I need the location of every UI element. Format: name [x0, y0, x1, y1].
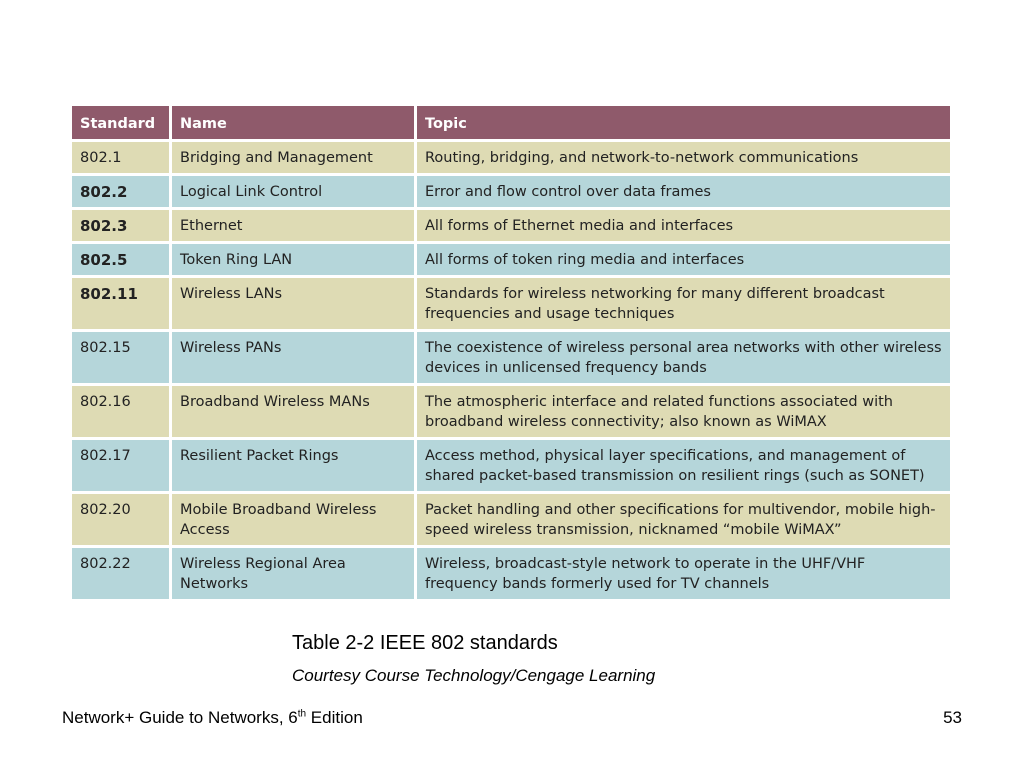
cell-name: Ethernet	[172, 210, 417, 244]
table-row	[72, 440, 950, 494]
cell-standard: 802.17	[72, 440, 172, 494]
cell-topic: Access method, physical layer specifications, and management of shared packet-based transmission on resilient rings (such as SONET)	[417, 440, 950, 494]
cell-topic: Routing, bridging, and network-to-network communications	[417, 142, 950, 176]
cell-name: Resilient Packet Rings	[172, 440, 417, 494]
table-row	[72, 494, 950, 548]
table-row	[72, 332, 950, 386]
cell-name: Logical Link Control	[172, 176, 417, 210]
table-row	[72, 278, 950, 332]
cell-standard: 802.5	[72, 244, 172, 278]
cell-topic: The coexistence of wireless personal area networks with other wireless devices in unlicensed frequency bands	[417, 332, 950, 386]
cell-topic: Wireless, broadcast-style network to operate in the UHF/VHF frequency bands formerly used for TV channels	[417, 548, 950, 602]
cell-topic: All forms of token ring media and interfaces	[417, 244, 950, 278]
cell-standard: 802.22	[72, 548, 172, 602]
cell-name: Mobile Broadband Wireless Access	[172, 494, 417, 548]
header-standard: Standard	[72, 106, 172, 142]
cell-standard: 802.20	[72, 494, 172, 548]
cell-standard: 802.3	[72, 210, 172, 244]
page-number: 53	[943, 708, 962, 727]
cell-name: Broadband Wireless MANs	[172, 386, 417, 440]
cell-standard: 802.2	[72, 176, 172, 210]
table-row	[72, 386, 950, 440]
cell-standard: 802.16	[72, 386, 172, 440]
cell-topic: Packet handling and other specifications for multivendor, mobile high-speed wireless transmission, nicknamed “mobile WiMAX”	[417, 494, 950, 548]
footer-book-superscript: th	[297, 708, 307, 720]
table-row	[72, 210, 950, 244]
table-row	[72, 244, 950, 278]
table-caption: Table 2-2 IEEE 802 standards	[292, 632, 558, 654]
table-row	[72, 176, 950, 210]
cell-name: Wireless PANs	[172, 332, 417, 386]
cell-topic: The atmospheric interface and related functions associated with broadband wireless connectivity; also known as WiMAX	[417, 386, 950, 440]
table-row	[72, 142, 950, 176]
cell-standard: 802.15	[72, 332, 172, 386]
cell-name: Bridging and Management	[172, 142, 417, 176]
cell-name: Token Ring LAN	[172, 244, 417, 278]
footer-book-suffix: Edition	[306, 708, 363, 727]
table-row	[72, 548, 950, 602]
cell-standard: 802.11	[72, 278, 172, 332]
ieee-standards-table	[72, 106, 950, 602]
ieee-standards-table-container	[72, 106, 950, 602]
cell-topic: Standards for wireless networking for many different broadcast frequencies and usage techniques	[417, 278, 950, 332]
image-credit: Courtesy Course Technology/Cengage Learning	[292, 666, 656, 685]
cell-topic: Error and flow control over data frames	[417, 176, 950, 210]
cell-topic: All forms of Ethernet media and interfaces	[417, 210, 950, 244]
cell-standard: 802.1	[72, 142, 172, 176]
footer-book-title	[62, 708, 363, 728]
cell-name: Wireless Regional Area Networks	[172, 548, 417, 602]
header-name: Name	[172, 106, 417, 142]
table-header-row	[72, 106, 950, 142]
footer-book-prefix: Network+ Guide to Networks, 6	[62, 708, 298, 727]
cell-name: Wireless LANs	[172, 278, 417, 332]
header-topic: Topic	[417, 106, 950, 142]
